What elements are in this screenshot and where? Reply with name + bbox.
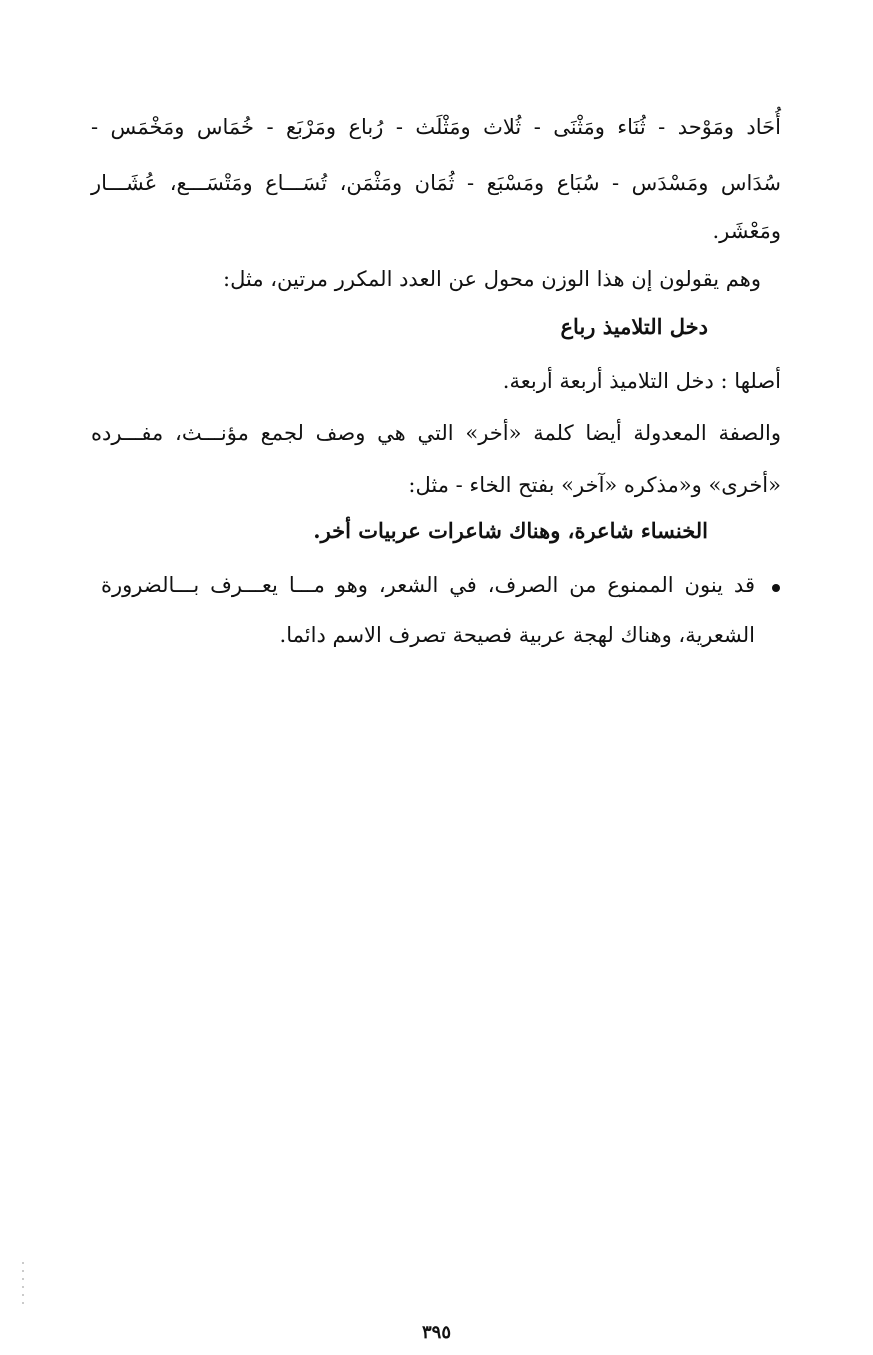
bullet-text-line-2: الشعرية، وهناك لهجة عربية فصيحة تصرف الاسم دائما. (279, 623, 755, 647)
scan-specks (22, 1262, 24, 1310)
bullet-icon (772, 584, 780, 592)
example-heading-2: الخنساء شاعرة، وهناك شاعرات عربيات أخر. (313, 518, 708, 543)
text-line-8: «أخرى» و«مذكره «آخر» بفتح الخاء - مثل: (408, 473, 781, 497)
text-line-7: والصفة المعدولة أيضا كلمة «أخر» التي هي وصف لجمع مؤنـــث، مفـــرده (91, 421, 781, 445)
example-heading-1: دخل التلاميذ رباع (560, 314, 708, 339)
text-line-3: ومَعْشَر. (712, 219, 781, 243)
text-line-2: سُدَاس ومَسْدَس - سُبَاع ومَسْبَع - ثُمَان ومَثْمَن، تُسَـــاع ومَتْسَـــع، عُشَـــار (91, 171, 781, 195)
text-line-6: أصلها : دخل التلاميذ أربعة أربعة. (502, 369, 781, 393)
text-line-4: وهم يقولون إن هذا الوزن محول عن العدد المكرر مرتين، مثل: (223, 267, 761, 291)
text-line-1: أُحَاد ومَوْحد - ثُنَاء ومَثْنَى - ثُلاث ومَثْلَث - رُباع ومَرْبَع - خُمَاس ومَخْمَس - (91, 115, 781, 139)
bullet-text-line-1: قد ينون الممنوع من الصرف، في الشعر، وهو مـــا يعـــرف بـــالضرورة (101, 573, 755, 597)
page-number: ٣٩٥ (421, 1322, 451, 1343)
